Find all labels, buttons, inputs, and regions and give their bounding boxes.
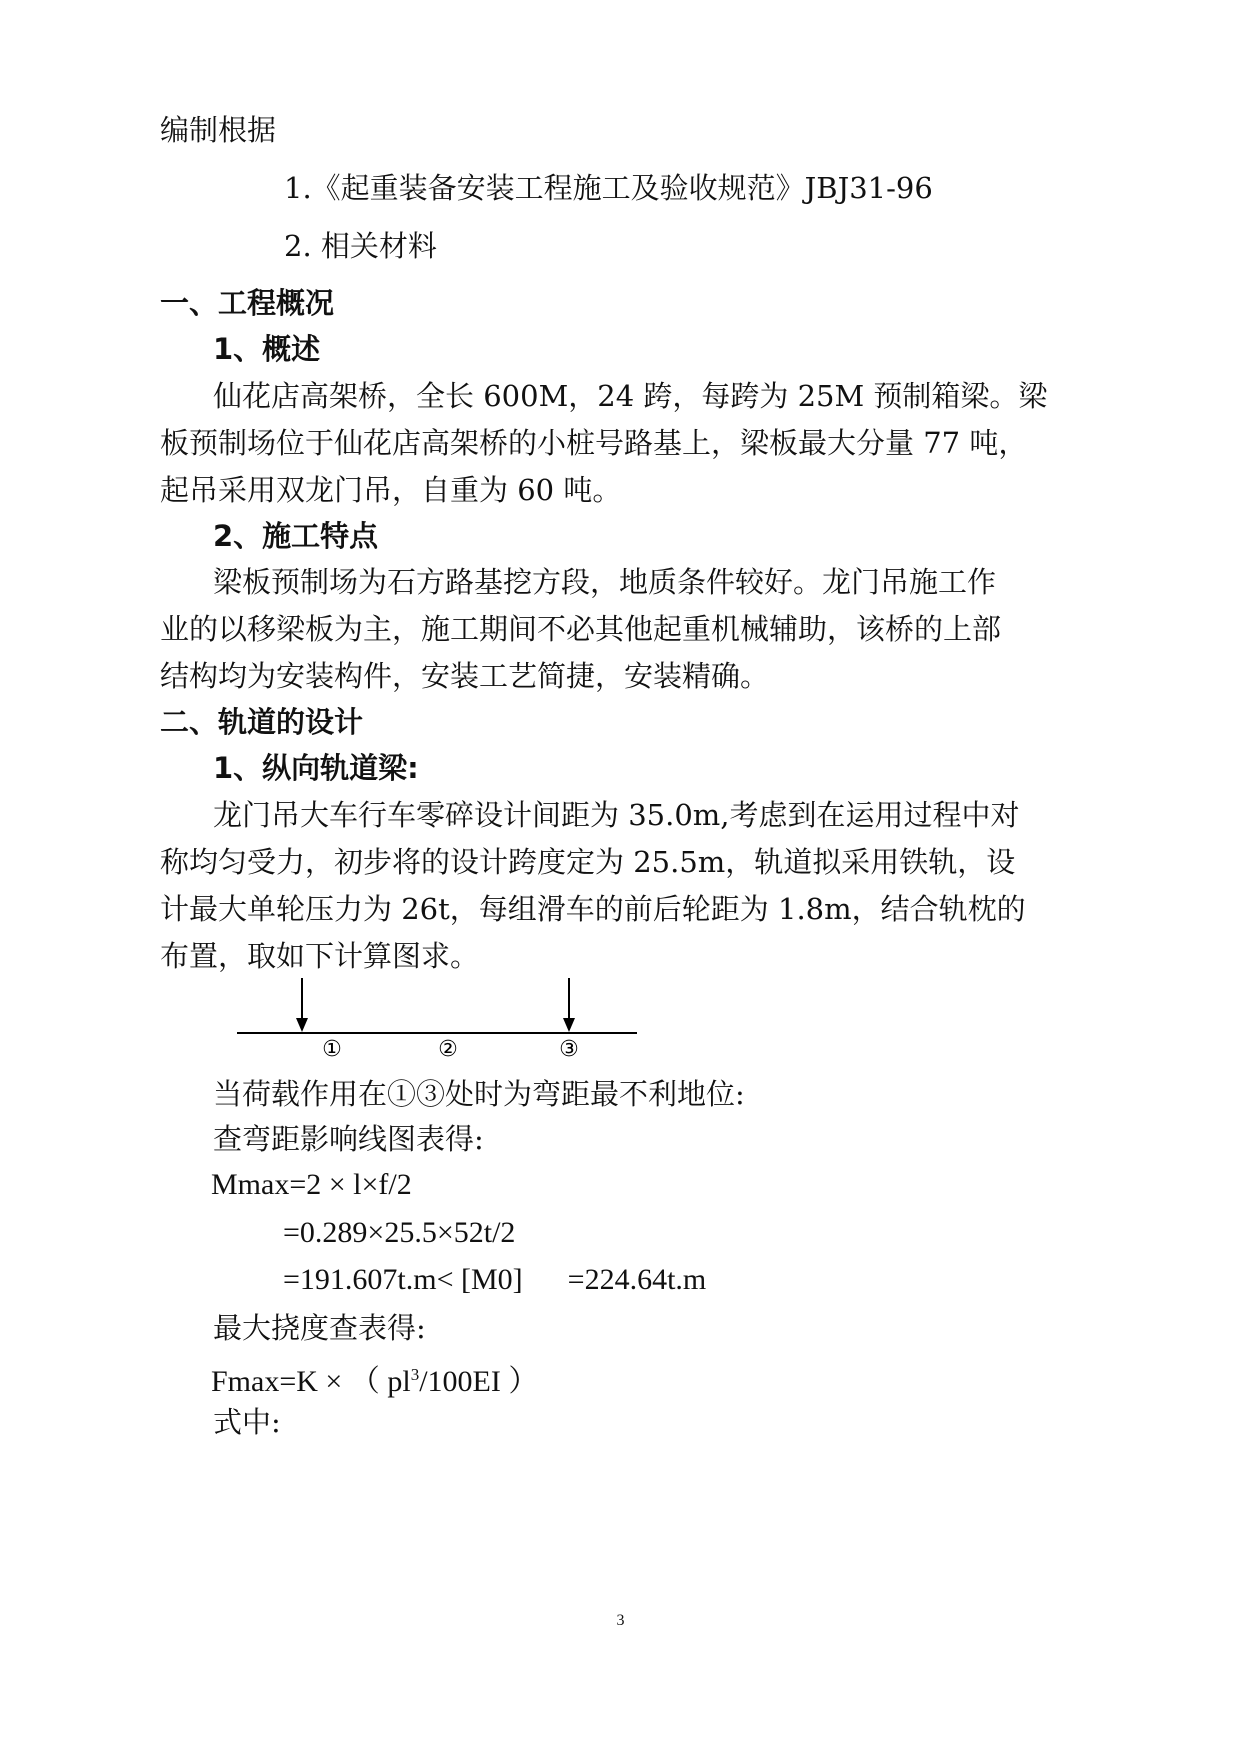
paragraph-line: 龙门吊大车行车零碎设计间距为 35.0m,考虑到在运用过程中对 <box>213 798 1020 832</box>
calc-line: 当荷载作用在①③处时为弯距最不利地位: <box>213 1077 745 1111</box>
load-arrow-1 <box>296 978 308 1032</box>
fmax-exponent: 3 <box>410 1365 420 1384</box>
section1-title: 一、工程概况 <box>160 286 335 320</box>
paragraph-line: 仙花店高架桥，全长 600M，24 跨，每跨为 25M 预制箱梁。梁 <box>213 379 1048 413</box>
basis-heading: 编制根据 <box>160 113 277 147</box>
paragraph-line: 梁板预制场为石方路基挖方段，地质条件较好。龙门吊施工作 <box>213 565 997 599</box>
formula-mmax: Mmax=2 × l×f/2 <box>211 1168 412 1201</box>
calc-line: 最大挠度查表得: <box>213 1311 426 1345</box>
formula-mmax-step1: =0.289×25.5×52t/2 <box>283 1216 516 1249</box>
fmax-prefix: Fmax=K × （ pl <box>211 1365 411 1398</box>
paragraph-line: 业的以移梁板为主，施工期间不必其他起重机械辅助，该桥的上部 <box>160 612 1002 646</box>
position-label-3: ③ <box>559 1037 579 1062</box>
paragraph-line: 起吊采用双龙门吊，自重为 60 吨。 <box>160 473 622 507</box>
formula-mmax-step2: =191.607t.m< [M0] =224.64t.m <box>283 1263 707 1296</box>
section1-sub2-title: 2、施工特点 <box>213 519 379 553</box>
load-arrow-2 <box>563 978 575 1032</box>
page-number: 3 <box>616 1612 625 1629</box>
basis-item-2: 2. 相关材料 <box>284 229 437 263</box>
paragraph-line: 布置，取如下计算图求。 <box>160 939 480 973</box>
section1-sub1-title: 1、概述 <box>213 332 321 366</box>
calc-line: 查弯距影响线图表得: <box>213 1122 484 1156</box>
paragraph-line: 计最大单轮压力为 26t，每组滑车的前后轮距为 1.8m，结合轨枕的 <box>160 892 1026 926</box>
section2-title: 二、轨道的设计 <box>160 705 364 739</box>
paragraph-line: 结构均为安装构件，安装工艺简捷，安装精确。 <box>160 659 770 693</box>
fmax-suffix: /100EI ） <box>419 1365 539 1398</box>
formula-fmax <box>211 1355 538 1402</box>
position-label-1: ① <box>322 1037 342 1062</box>
paragraph-line: 称均匀受力，初步将的设计跨度定为 25.5m，轨道拟采用铁轨，设 <box>160 845 1016 879</box>
basis-item-1: 1.《起重装备安装工程施工及验收规范》JBJ31-96 <box>284 171 933 205</box>
section2-sub1-title: 1、纵向轨道梁: <box>213 751 419 785</box>
paragraph-line: 板预制场位于仙花店高架桥的小桩号路基上，梁板最大分量 77 吨， <box>160 426 1028 460</box>
calc-line: 式中: <box>213 1405 281 1439</box>
position-label-2: ② <box>438 1037 458 1062</box>
